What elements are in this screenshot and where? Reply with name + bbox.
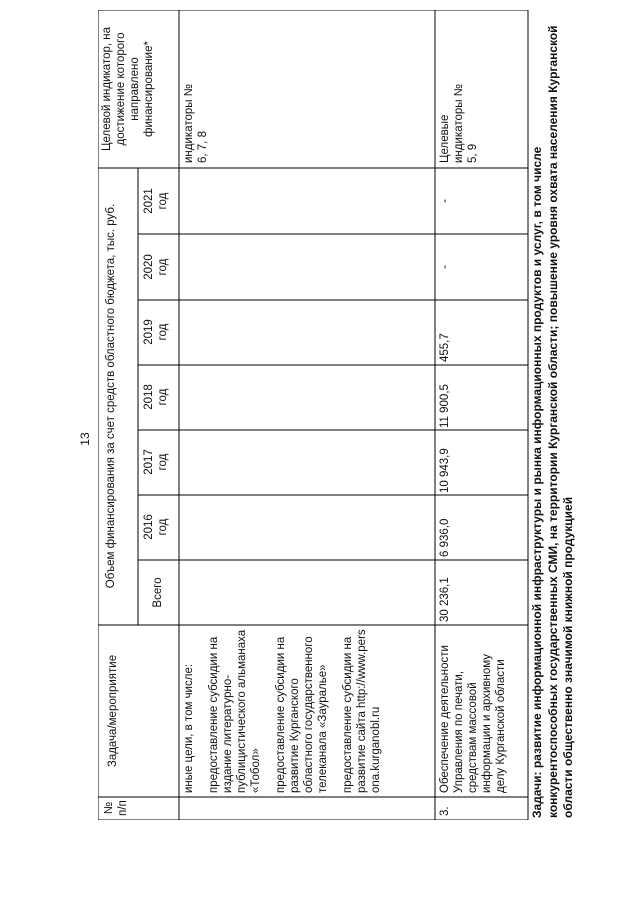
row-3-total: 30 236,1: [439, 577, 451, 622]
header-indicator: Целевой индикатор, на достижение которого направлено финансирование*: [101, 26, 155, 152]
row-3-2020: -: [439, 265, 451, 269]
rotated-table-sheet: [98, 10, 578, 820]
header-year-2017: 2017 год: [143, 449, 169, 475]
row-other-intro: иные цели, в том числе:: [183, 663, 195, 793]
row-other-item: предоставление субсидии на развитие сайта http://www.persona.kurganobl.ru: [342, 629, 382, 793]
row-3-2019: 455,7: [439, 333, 451, 362]
header-year-2019: 2019 год: [143, 319, 169, 345]
row-other-purposes-task: [182, 628, 394, 793]
row-other-indicator: индикаторы № 6, 7, 8: [183, 83, 209, 163]
header-year-2020: 2020 год: [143, 254, 169, 280]
row-3-indicator: Целевые индикаторы № 5, 9: [439, 83, 479, 163]
header-task: Задача/мероприятие: [107, 654, 119, 768]
table-frame: [98, 10, 578, 820]
row-3-2017: 10 943,9: [439, 448, 451, 493]
section-tasks-heading: Задачи: развитие информационной инфраструктуры и рынка информационных продуктов и услуг, в том числе конкурентоспособных государственных СМИ, на территории Курганской области; повышение уровня охвата населения Курганской области общественно значимой книжной продукцией: [530, 25, 575, 818]
header-total: Всего: [152, 577, 164, 608]
row-3-num: 3.: [439, 806, 451, 816]
row-other-item: предоставление субсидии на издание литературно-публицистического альманаха «Тобол»: [208, 629, 262, 793]
row-other-item: предоставление субсидии на развитие Курганского областного государственного телеканала «Зауралье»: [275, 636, 329, 793]
row-3-2021: -: [439, 199, 451, 203]
row-3-task: Обеспечение деятельности Управления по печати, средствам массовой информации и архивному делу Курганской области: [439, 645, 507, 793]
row-3-2018: 11 900,5: [439, 384, 451, 428]
header-year-2018: 2018 год: [143, 384, 169, 410]
page-number: 13: [78, 432, 92, 446]
row-3-2016: 6 936,0: [439, 518, 451, 557]
header-year-2021: 2021 год: [143, 188, 169, 214]
header-num: № п/п: [103, 800, 129, 816]
header-funding: Объем финансирования за счет средств областного бюджета, тыс. руб.: [105, 203, 117, 589]
header-year-2016: 2016 год: [143, 514, 169, 540]
